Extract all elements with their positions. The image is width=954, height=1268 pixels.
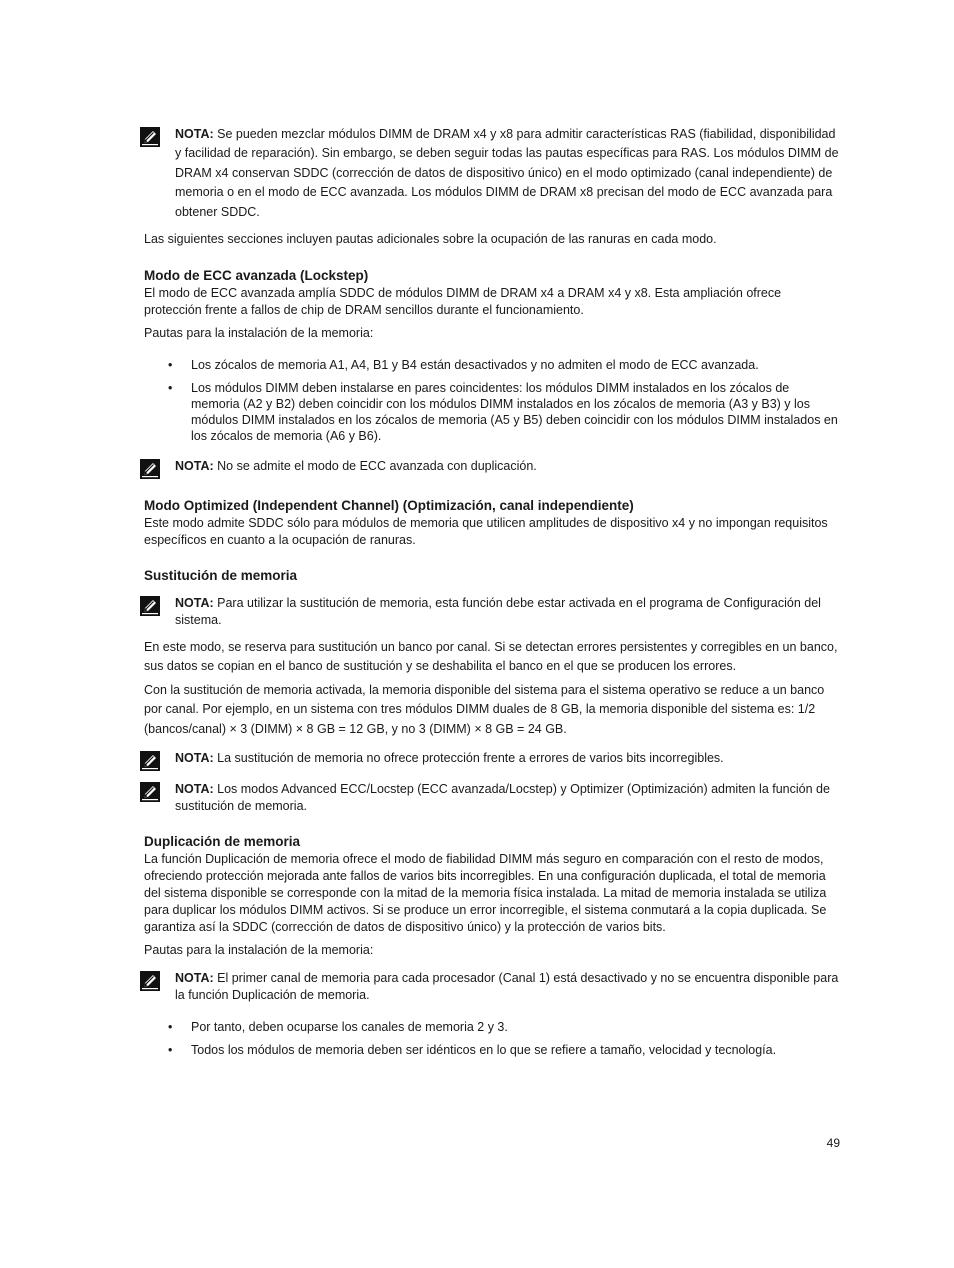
note-label: NOTA:	[175, 971, 214, 985]
sparing-paragraph-2: Con la sustitución de memoria activada, la memoria disponible del sistema para el sistema operativo se reduce a un banco por canal. Por ejemplo, en un sistema con tres módulos DIMM duales de 8 GB, la memoria disponible del sistema es: 1/2 (bancos/canal) × 3 (DIMM) × 8 GB = 12 GB, y no 3 (DIMM) × 8 GB = 24 GB.	[144, 683, 825, 736]
list-item: • Por tanto, deben ocuparse los canales de memoria 2 y 3.	[168, 1019, 840, 1035]
note-text: Se pueden mezclar módulos DIMM de DRAM x4 y x8 para admitir características RAS (fiabilidad, disponibilidad y facilidad de reparación). Sin embargo, se deben seguir todas las pautas específicas para RAS. Los módulos DIMM de DRAM x4 conservan SDDC (corrección de datos de dispositivo único) en el modo optimizado (canal independiente) de memoria o en el modo de ECC avanzada. Los módulos DIMM de DRAM x8 precisan del modo de ECC avanzada para obtener SDDC.	[175, 127, 839, 219]
mirroring-body: La función Duplicación de memoria ofrece el modo de fiabilidad DIMM más seguro en comparación con el resto de modos, ofreciendo protección mejorada ante fallos de varios bits incorregibles. En una configuración duplicada, el total de memoria del sistema disponible se corresponde con la mitad de la memoria física instalada. La mitad de memoria instalada se utiliza para duplicar los módulos DIMM activos. Si se produce un error incorregible, el sistema conmutará a la copia duplicada. Se garantiza así la SDDC (corrección de datos de dispositivo único) y la protección de varios bits.	[144, 852, 827, 934]
ecc-guidelines: Pautas para la instalación de la memoria:	[144, 326, 374, 340]
mirroring-bullet-list	[168, 1019, 840, 1065]
note-label: NOTA:	[175, 127, 214, 141]
note-label: NOTA:	[175, 782, 214, 796]
note-pencil-icon	[140, 751, 160, 771]
note-text: Los modos Advanced ECC/Locstep (ECC avanzada/Locstep) y Optimizer (Optimización) admiten la función de sustitución de memoria.	[175, 782, 830, 813]
list-item: • Todos los módulos de memoria deben ser idénticos en lo que se refiere a tamaño, velocidad y tecnología.	[168, 1042, 840, 1058]
mirroring-guidelines: Pautas para la instalación de la memoria:	[144, 943, 374, 957]
section-heading-ecc: Modo de ECC avanzada (Lockstep)	[144, 268, 369, 283]
list-item: • Los zócalos de memoria A1, A4, B1 y B4 están desactivados y no admiten el modo de ECC avanzada.	[168, 357, 840, 373]
sparing-paragraph-1: En este modo, se reserva para sustitución un banco por canal. Si se detectan errores persistentes y corregibles en un banco, sus datos se copian en el banco de sustitución y se deshabilita el banco en el que se producen los errores.	[144, 640, 838, 674]
note-pencil-icon	[140, 971, 160, 991]
page-number: 49	[826, 1136, 840, 1150]
note-text: No se admite el modo de ECC avanzada con duplicación.	[217, 459, 537, 473]
note-text: El primer canal de memoria para cada procesador (Canal 1) está desactivado y no se encuentra disponible para la función Duplicación de memoria.	[175, 971, 839, 1002]
note-label: NOTA:	[175, 751, 214, 765]
ecc-bullet-list	[168, 357, 840, 451]
note-block	[140, 751, 840, 780]
optimized-body: Este modo admite SDDC sólo para módulos de memoria que utilicen amplitudes de dispositivo x4 y no impongan requisitos específicos en cuanto a la ocupación de ranuras.	[144, 516, 828, 547]
note-pencil-icon	[140, 596, 160, 616]
note-pencil-icon	[140, 127, 160, 147]
ecc-body: El modo de ECC avanzada amplía SDDC de módulos DIMM de DRAM x4 a DRAM x4 y x8. Esta ampliación ofrece protección frente a fallos de chip de DRAM sencillos durante el funcionamiento.	[144, 286, 782, 317]
note-block	[140, 596, 840, 642]
note-text: La sustitución de memoria no ofrece protección frente a errores de varios bits incorregibles.	[217, 751, 724, 765]
section-heading-sparing: Sustitución de memoria	[144, 568, 298, 583]
note-block	[140, 459, 840, 488]
section-heading-mirroring: Duplicación de memoria	[144, 834, 301, 849]
note-pencil-icon	[140, 782, 160, 802]
note-pencil-icon	[140, 459, 160, 479]
note-block	[140, 782, 840, 828]
note-text: Para utilizar la sustitución de memoria, esta función debe estar activada en el programa de Configuración del sistema.	[175, 596, 821, 627]
note-block	[140, 127, 840, 235]
intro-paragraph: Las siguientes secciones incluyen pautas adicionales sobre la ocupación de las ranuras en cada modo.	[144, 232, 717, 246]
list-item: • Los módulos DIMM deben instalarse en pares coincidentes: los módulos DIMM instalados en los zócalos de memoria (A2 y B2) deben coincidir con los módulos DIMM instalados en los zócalos de memoria (A3 y B3) y los módulos DIMM instalados en los zócalos de memoria (A5 y B5) deben coincidir con los módulos DIMM instalados en los zócalos de memoria (A6 y B6).	[168, 380, 840, 444]
note-label: NOTA:	[175, 459, 214, 473]
section-heading-optimized: Modo Optimized (Independent Channel) (Optimización, canal independiente)	[144, 498, 634, 513]
note-block	[140, 971, 840, 1017]
note-label: NOTA:	[175, 596, 214, 610]
